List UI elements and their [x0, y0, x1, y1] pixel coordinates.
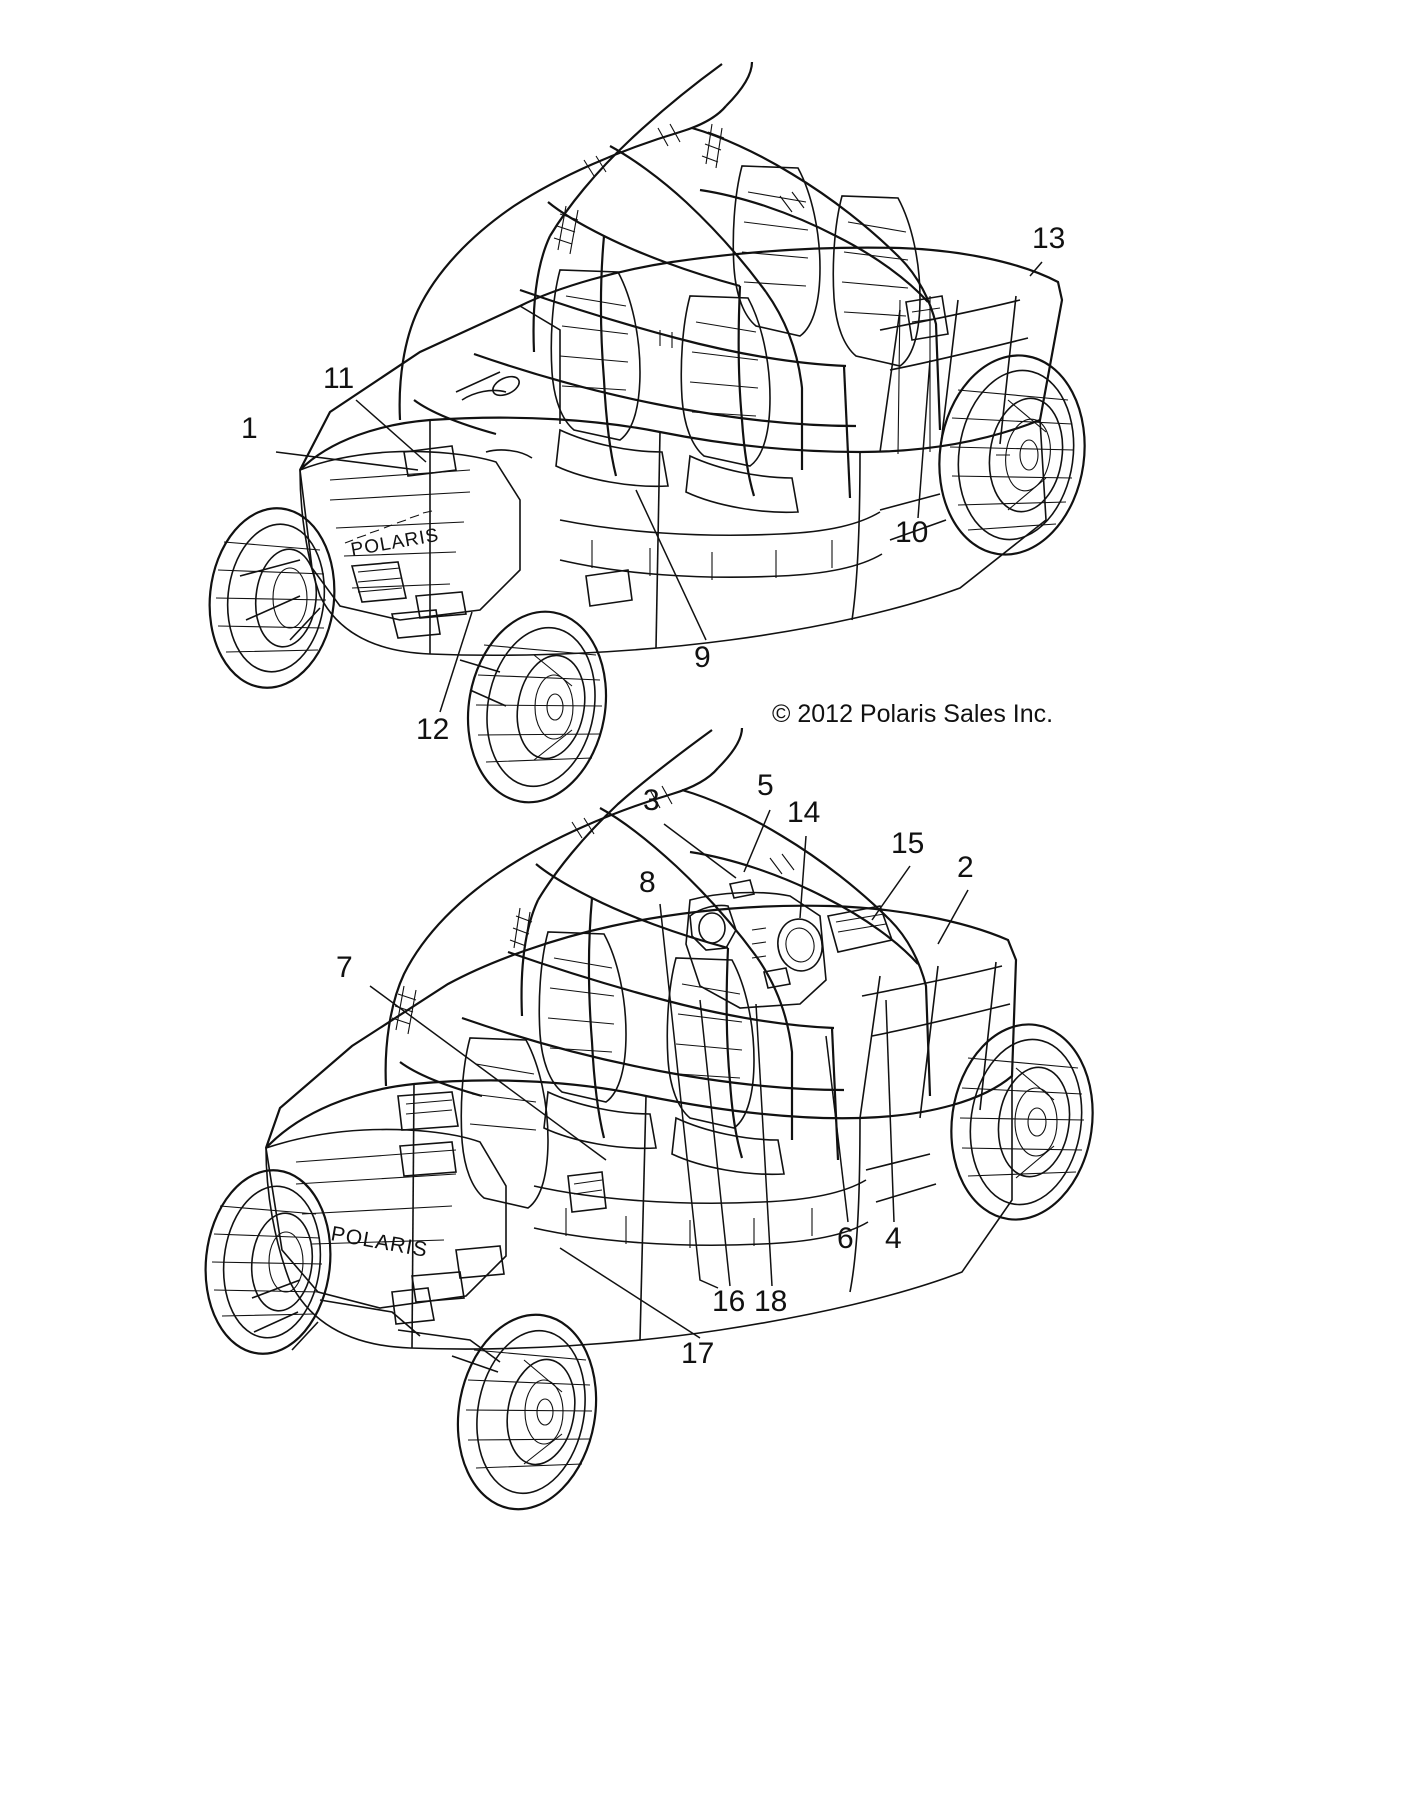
callout-1: 1	[241, 412, 258, 445]
upper-roll-cage	[400, 62, 940, 498]
callout-11: 11	[323, 362, 355, 395]
svg-text:POLARIS: POLARIS	[349, 524, 441, 561]
callout-9: 9	[694, 641, 711, 674]
callout-15: 15	[891, 827, 925, 860]
lower-seats	[461, 932, 784, 1208]
callout-4: 4	[885, 1222, 902, 1255]
callout-13: 13	[1032, 222, 1066, 255]
upper-mid-wheel	[453, 601, 620, 814]
callout-18: 18	[754, 1285, 788, 1318]
lower-rear-wheel	[939, 1015, 1105, 1229]
upper-rear-wheel	[927, 346, 1097, 564]
callout-3: 3	[643, 784, 660, 817]
callout-7: 7	[336, 951, 353, 984]
callout-5: 5	[757, 769, 774, 802]
copyright-notice: © 2012 Polaris Sales Inc.	[772, 700, 1054, 728]
callout-10: 10	[895, 516, 929, 549]
lower-hood-brand	[329, 1222, 430, 1262]
lower-mid-wheel	[443, 1304, 611, 1521]
upper-seats	[551, 166, 920, 512]
callout-14: 14	[787, 796, 821, 829]
callout-16: 16	[712, 1285, 746, 1318]
callout-2: 2	[957, 851, 974, 884]
lower-vehicle-art	[197, 728, 1105, 1520]
callout-8: 8	[639, 866, 656, 899]
callout-17: 17	[681, 1337, 715, 1370]
svg-text:POLARIS: POLARIS	[329, 1222, 430, 1262]
callout-12: 12	[416, 713, 450, 746]
callout-6: 6	[837, 1222, 854, 1255]
